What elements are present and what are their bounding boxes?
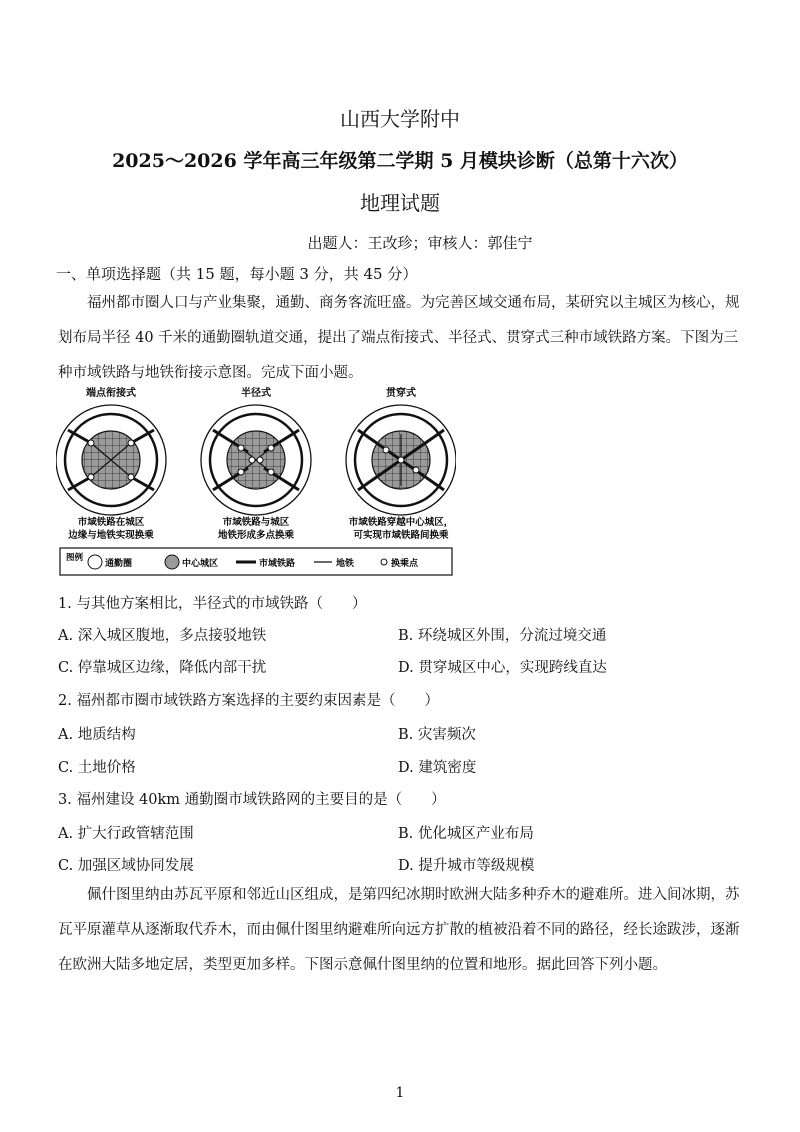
panel-title-radial: 半径式: [241, 388, 271, 399]
panel-through: [346, 405, 456, 515]
legend-transfer: 换乘点: [391, 558, 419, 568]
panel-title-through: 贯穿式: [386, 388, 416, 399]
passage-2: 佩什图里纳由苏瓦平原和邻近山区组成，是第四纪冰期时欧洲大陆多种乔木的避难所。进入间冰期，苏瓦平原灌草从逐渐取代乔木，而由佩什图里纳避难所向远方扩散的植被沿着不同的路径，经长途跋涉，逐渐在欧洲大陆多地定居，类型更加多样。下图示意佩什图里纳的位置和地形。据此回答下列小题。: [58, 887, 740, 973]
question-2-option-a: A. 地质结构: [58, 727, 136, 743]
question-1-option-c: C. 停靠城区边缘，降低内部干扰: [58, 660, 267, 676]
question-1-option-a: A. 深入城区腹地，多点接驳地铁: [58, 628, 267, 644]
question-2-stem: 2. 福州都市圈市域铁路方案选择的主要约束因素是（ ）: [58, 693, 439, 709]
question-2-option-c: C. 土地价格: [58, 760, 136, 776]
caption-endpoint-2: 边缘与地铁实现换乘: [68, 530, 154, 541]
panel-endpoint: [56, 405, 166, 515]
legend-label: 图例: [66, 552, 84, 562]
legend-metro: 地铁: [336, 558, 355, 568]
section-title: 一、单项选择题（共 15 题，每小题 3 分，共 45 分）: [56, 265, 418, 283]
question-3-option-c: C. 加强区域协同发展: [58, 858, 194, 874]
legend-commute: 通勤圈: [105, 558, 133, 568]
exam-title: 2025～2026 学年高三年级第二学期 5 月模块诊断（总第十六次）: [112, 150, 688, 172]
passage-1: 福州都市圈人口与产业集聚，通勤、商务客流旺盛。为完善区域交通布局，某研究以主城区为核心，规划布局半径 40 千米的通勤圈轨道交通，提出了端点衔接式、半径式、贯穿式三种市域铁路方案。下图为三种市域铁路与地铁衔接示意图。完成下面小题。: [58, 295, 740, 381]
question-1-option-d: D. 贯穿城区中心，实现跨线直达: [398, 660, 607, 676]
authors-line: 出题人：王改珍；审核人：郭佳宁: [307, 234, 533, 252]
caption-through-1: 市域铁路穿越中心城区，: [348, 517, 454, 528]
question-3-option-d: D. 提升城市等级规模: [398, 858, 535, 874]
legend: [60, 548, 452, 575]
panel-title-endpoint: 端点衔接式: [86, 388, 136, 399]
panel-radial: [201, 405, 311, 515]
caption-through-2: 可实现市域铁路间换乘: [353, 530, 449, 541]
question-1-option-b: B. 环绕城区外围，分流过境交通: [398, 628, 607, 644]
railway-diagram: [56, 382, 456, 582]
question-1-stem: 1. 与其他方案相比，半径式的市域铁路（ ）: [58, 596, 367, 612]
question-3-option-a: A. 扩大行政管辖范围: [58, 826, 194, 842]
page-number: 1: [395, 1085, 405, 1101]
caption-endpoint-1: 市域铁路在城区: [77, 517, 145, 528]
caption-radial-2: 地铁形成多点换乘: [217, 530, 295, 541]
legend-center: 中心城区: [182, 558, 219, 568]
legend-railway: 市域铁路: [259, 558, 296, 568]
question-3-option-b: B. 优化城区产业布局: [398, 826, 534, 842]
caption-radial-1: 市域铁路与城区: [222, 517, 290, 528]
subject-title: 地理试题: [360, 191, 440, 215]
school-name: 山西大学附中: [340, 107, 460, 131]
question-2-option-b: B. 灾害频次: [398, 727, 476, 743]
question-2-option-d: D. 建筑密度: [398, 760, 477, 776]
question-3-stem: 3. 福州建设 40km 通勤圈市域铁路网的主要目的是（ ）: [58, 792, 446, 808]
